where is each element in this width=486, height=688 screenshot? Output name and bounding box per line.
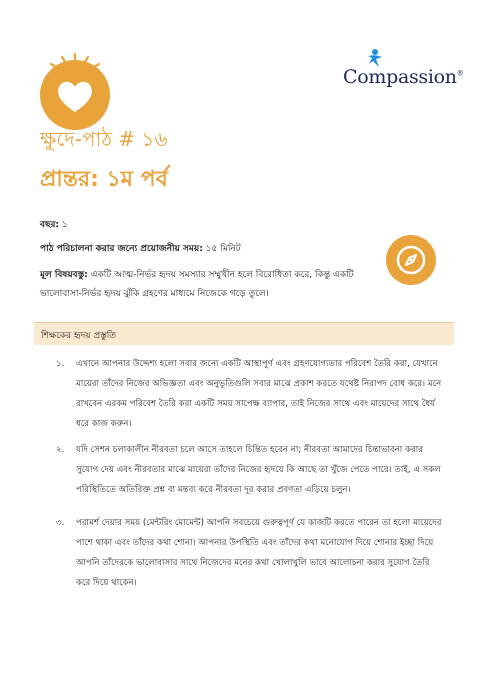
item-text: যদি সেশন চলাকালীন নীরবতা চলে আসে তাহলে চিন্তিত হবেন না; নীরবতা আমাদের চিন্তাভাবনা করার সুযোগ দেয় এবং নীরবতার মাঝে মায়েরা তাঁদের নিজের হৃদয়ে কি আছে তা খুঁজে পেতে পারে। তাই, এ সকল পরিস্থিতিতে অতিরিক্ত প্রশ্ন বা মন্তব্য করে নীরবতা দূর করার প্রবণতা এড়িয়ে চলুন। <box>76 445 441 495</box>
item-number: ২. <box>56 445 65 455</box>
logo-text: Compassion® <box>343 66 464 88</box>
lesson-title: ক্ষুদে-পাঠ # ১৬ <box>40 127 168 151</box>
compassion-logo <box>343 48 464 98</box>
heart-icon <box>40 60 110 130</box>
item-number: ৩. <box>56 518 65 528</box>
time-label: পাঠ পরিচালনা করার জন্যে প্রয়োজনীয় সময়: <box>40 244 203 254</box>
item-text: পরামর্শ দেয়ার সময় (মেন্টরিং মোমেন্ট) আপনি সবচেয়ে গুরুত্বপূর্ণ যে কাজটি করতে পারেন তা হলো মায়েদের পাশে থাকা এবং তাঁদের কথা শোনা। আপনার উপস্থিতি এবং তাঁদের কথা মনোযোগ দিয়ে শোনার ইচ্ছা দিয়ে আপনি তাঁদেরকে ভালোবাসার সাথে নিজেদের মনের কথা খোলাখুলি ভাবে আলোচনা করার সুযোগ তৈরি করে দিয়ে থাকেন। <box>76 518 442 588</box>
part-title: প্রান্তর: ১ম পর্ব <box>40 167 168 192</box>
compassion-figure-icon <box>365 48 385 68</box>
meta-time <box>40 241 241 256</box>
theme-value: একটি আত্ম-নির্ভর হৃদয় সমস্যার সম্মুখীন হলে বিরোধিতা করে, কিন্তু একটি ভালোবাসা-নির্ভর হৃদয় ঝুঁকি গ্রহণের মাধ্যমে নিজেকে গড়ে তুলে। <box>40 270 354 299</box>
heart-badge <box>40 60 110 130</box>
compass-icon <box>386 235 436 285</box>
year-value: ১ <box>61 220 68 230</box>
compass-badge <box>386 235 436 285</box>
year-label: বছর: <box>40 220 60 230</box>
time-value: ১৫ মিনিট <box>205 244 241 254</box>
section-title: শিক্ষকের হৃদয় প্রস্তুতি <box>41 331 117 341</box>
theme-label: মূল বিষয়বস্তু: <box>40 270 88 280</box>
item-text: এখানে আপনার উদ্দেশ্য হলো সবার জন্যে একটি আস্থাপূর্ণ এবং গ্রহণযোগ্যতার পরিবেশ তৈরি করা, যেখানে মায়েরা তাঁদের নিজের অভিজ্ঞতা এবং অনুভূতিগুলি সবার মাঝে প্রকাশ করতে যথেষ্ট নিরাপদ বোধ করে। মনে রাখবেন এরকম পরিবেশ তৈরি করা একটি সময় সাপেক্ষ ব্যাপার, তাই নিজের সাথে এবং মায়েদের সাথে ধৈর্য ধরে কাজ করুন। <box>76 359 442 429</box>
meta-theme <box>40 266 375 304</box>
meta-year <box>40 217 68 232</box>
item-number: ১. <box>56 359 65 369</box>
section-header <box>34 322 454 345</box>
